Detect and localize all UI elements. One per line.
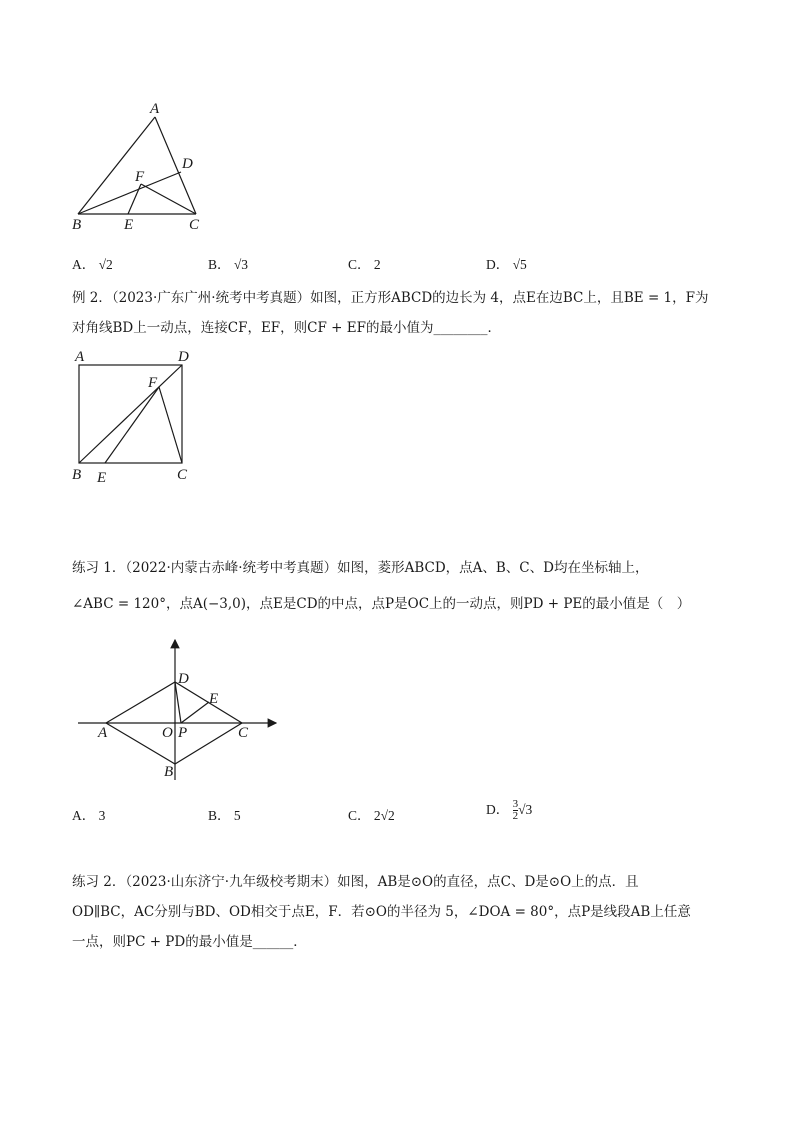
label-b: B: [72, 217, 82, 233]
segment-ab: [78, 117, 155, 214]
figure-rhombus: [70, 630, 290, 790]
figure-square: [65, 345, 200, 490]
segment-fe: [105, 387, 159, 463]
practice2-line3: 一点，则PC + PD的最小值是______．: [72, 934, 307, 950]
rhombus-diagram: [70, 630, 290, 790]
figure-triangle: [60, 95, 220, 240]
q3-option-a[interactable]: A． 3: [72, 808, 106, 823]
q3-option-d[interactable]: D． $\frac{3}{2}$ √3: [486, 798, 533, 823]
label-a: A: [75, 349, 85, 365]
label-o: O: [162, 725, 173, 741]
q1-option-c[interactable]: C． 2: [348, 257, 381, 272]
segment-dp: [175, 682, 181, 723]
label-e: E: [97, 470, 107, 486]
segment-pe: [181, 702, 209, 723]
q1-option-b[interactable]: B． √3: [208, 257, 249, 272]
label-d: D: [182, 156, 193, 172]
square-diagram: [65, 345, 200, 490]
label-c: C: [189, 217, 200, 233]
practice2-line1: 练习 2．（2023·山东济宁·九年级校考期末）如图，AB是⊙O的直径，点C、D是⊙O上的点．且: [72, 874, 639, 890]
q1-option-a[interactable]: A． √2: [72, 257, 113, 272]
label-e: E: [209, 691, 219, 707]
label-a: A: [150, 101, 160, 117]
example2-line1: 例 2．（2023·广东广州·统考中考真题）如图，正方形ABCD的边长为 4，点E在边BC上，且BE = 1，F为: [72, 290, 709, 306]
triangle-diagram: [60, 95, 220, 240]
label-f: F: [135, 169, 145, 185]
label-a: A: [98, 725, 108, 741]
practice2-line2: OD∥BC，AC分别与BD、OD相交于点E，F．若⊙O的半径为 5，∠DOA = 80°，点P是线段AB上任意: [72, 904, 691, 920]
label-e: E: [124, 217, 134, 233]
label-b: B: [164, 764, 174, 780]
segment-fc: [159, 387, 182, 463]
label-b: B: [72, 467, 82, 483]
example2-line2: 对角线BD上一动点，连接CF，EF，则CF + EF的最小值为________．: [72, 320, 501, 336]
label-f: F: [148, 375, 158, 391]
q3-option-b[interactable]: B． 5: [208, 808, 241, 823]
label-p: P: [178, 725, 188, 741]
label-c: C: [177, 467, 188, 483]
practice1-line1: 练习 1．（2022·内蒙古赤峰·统考中考真题）如图，菱形ABCD，点A、B、C、D均在坐标轴上，: [72, 560, 649, 576]
label-d: D: [178, 671, 189, 687]
label-c: C: [238, 725, 249, 741]
q1-option-d[interactable]: D． √5: [486, 257, 527, 272]
fraction-three-halves: $\frac{3}{2}$: [512, 798, 519, 823]
segment-fe: [128, 184, 141, 214]
q3-option-c[interactable]: C． 2√2: [348, 808, 395, 823]
segment-fc: [141, 184, 196, 214]
practice1-line2: ∠ABC = 120°，点A(−3,0)，点E是CD的中点，点P是OC上的一动点，则PD + PE的最小值是（ ）: [72, 596, 691, 612]
segment-bd: [78, 172, 181, 214]
label-d: D: [178, 349, 189, 365]
